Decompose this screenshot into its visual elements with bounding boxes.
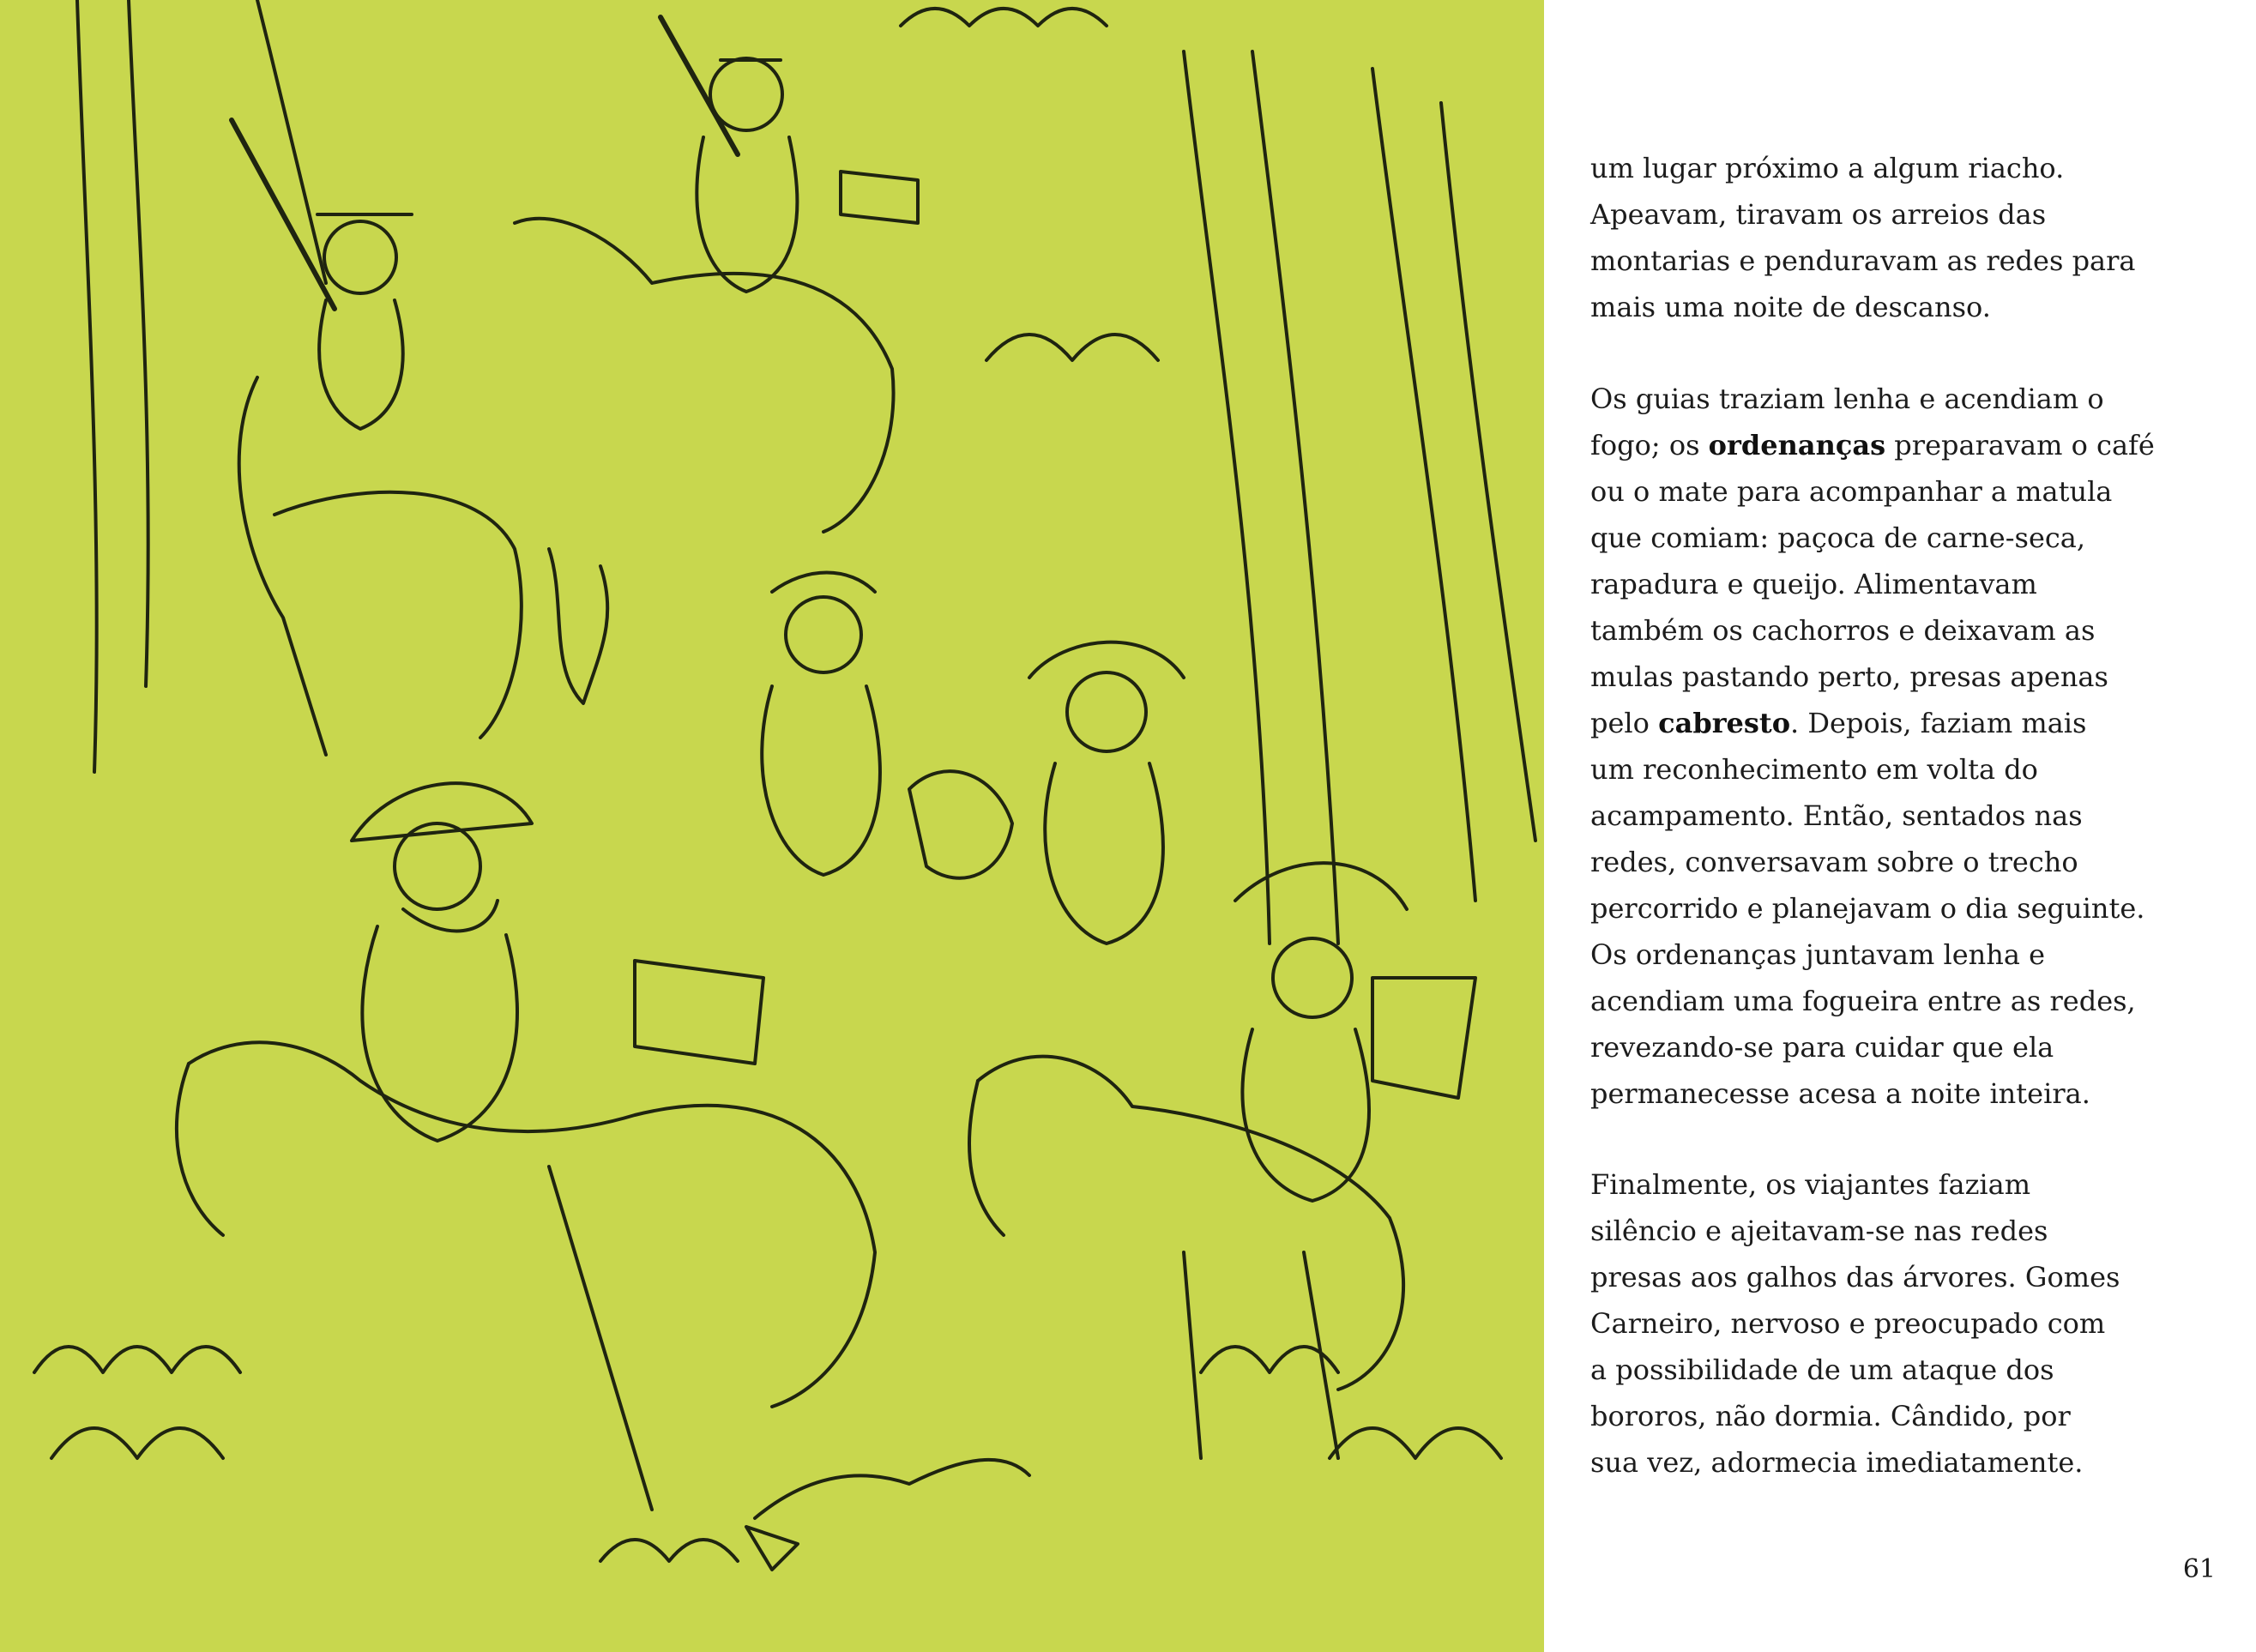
text-line: Os ordenanças juntavam lenha e — [1590, 938, 2046, 971]
glossary-term-cabresto: cabresto — [1658, 707, 1791, 739]
text-line: sua vez, adormecia imediatamente. — [1590, 1446, 2084, 1479]
text-line: Carneiro, nervoso e preocupado com — [1590, 1307, 2106, 1340]
text-line: mulas pastando perto, presas apenas — [1590, 660, 2108, 693]
text-fragment: preparavam o café — [1885, 429, 2155, 461]
text-line: acampamento. Então, sentados nas — [1590, 799, 2083, 832]
text-line — [1590, 700, 2155, 746]
text-line: mais uma noite de descanso. — [1590, 291, 1991, 323]
text-line: redes, conversavam sobre o trecho — [1590, 846, 2078, 878]
text-line: rapadura e queijo. Alimentavam — [1590, 568, 2037, 600]
paragraph-3 — [1590, 1161, 2120, 1486]
glossary-term-ordenancas: ordenanças — [1708, 429, 1886, 461]
text-line: Apeavam, tiravam os arreios das — [1590, 198, 2047, 231]
text-line: um lugar próximo a algum riacho. — [1590, 152, 2065, 184]
text-line: também os cachorros e deixavam as — [1590, 614, 2096, 647]
text-fragment: . Depois, faziam mais — [1790, 707, 2087, 739]
text-line — [1590, 422, 2155, 468]
text-line: bororos, não dormia. Cândido, por — [1590, 1400, 2071, 1432]
text-page — [1544, 0, 2256, 1652]
text-line: revezando-se para cuidar que ela — [1590, 1031, 2054, 1064]
text-line: silêncio e ajeitavam-se nas redes — [1590, 1215, 2048, 1247]
text-line: ou o mate para acompanhar a matula — [1590, 475, 2113, 508]
text-line: Finalmente, os viajantes faziam — [1590, 1168, 2031, 1201]
text-line: percorrido e planejavam o dia seguinte. — [1590, 892, 2145, 925]
paragraph-2 — [1590, 376, 2155, 1117]
text-line: presas aos galhos das árvores. Gomes — [1590, 1261, 2120, 1293]
text-line: Os guias traziam lenha e acendiam o — [1590, 383, 2104, 415]
page-number: 61 — [2182, 1554, 2216, 1584]
text-line: que comiam: paçoca de carne-seca, — [1590, 522, 2086, 554]
text-fragment: pelo — [1590, 707, 1659, 739]
text-line: um reconhecimento em volta do — [1590, 753, 2038, 786]
text-line: montarias e penduravam as redes para — [1590, 244, 2136, 277]
text-line: permanecesse acesa a noite inteira. — [1590, 1077, 2090, 1110]
text-line: a possibilidade de um ataque dos — [1590, 1354, 2054, 1386]
text-fragment: fogo; os — [1590, 429, 1709, 461]
text-line: acendiam uma fogueira entre as redes, — [1590, 985, 2136, 1017]
paragraph-1 — [1590, 145, 2136, 330]
